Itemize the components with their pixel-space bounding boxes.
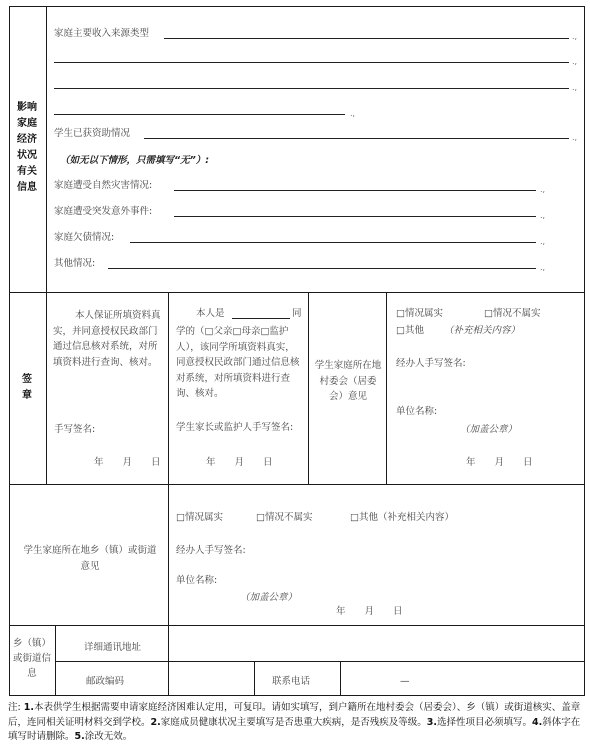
s2-col-divider-1: [168, 292, 169, 485]
s2-side-label: 签章: [22, 374, 32, 401]
village-seal-hint: （加盖公章）: [460, 424, 518, 435]
postcode-label: 邮政编码: [86, 676, 125, 687]
divider-s2-s3: [9, 484, 585, 485]
footnote-num-3: 3.: [426, 716, 437, 728]
disaster-label: 家庭遭受自然灾害情况:: [54, 180, 153, 191]
paragraph-mark: .,: [350, 109, 356, 118]
s4-col-divider-4: [340, 661, 341, 696]
paragraph-mark: .,: [572, 57, 578, 66]
paragraph-mark: .,: [572, 133, 578, 142]
parent-sign-label: 学生家长或监护人手写签名:: [176, 422, 294, 433]
footnote-num-2: 2.: [150, 716, 161, 728]
footnote-num-1: 1.: [23, 702, 34, 713]
paragraph-mark: .,: [540, 237, 546, 246]
student-promise-text: 本人保证所填资料真实，并同意授权民政部门通过信息核对系统，对所填资料进行查询、核对。: [53, 310, 161, 368]
village-opt-other[interactable]: □其他: [396, 325, 424, 336]
township-info-label: 乡（镇）或街道信息: [12, 638, 51, 679]
paragraph-mark: .,: [540, 263, 546, 272]
s3-col-divider: [168, 484, 169, 626]
parent-sign-date: 年 月 日: [206, 457, 273, 468]
township-opt-false[interactable]: □情况不属实: [256, 512, 313, 523]
divider-s3-s4: [9, 625, 585, 626]
accident-field[interactable]: [174, 216, 536, 217]
s2-col-divider-3: [386, 292, 387, 485]
student-name-field[interactable]: [232, 318, 290, 319]
paragraph-mark: .,: [572, 32, 578, 41]
township-opt-other[interactable]: □其他（补充相关内容）: [350, 512, 454, 523]
address-label: 详细通讯地址: [84, 642, 142, 653]
footnote-item-2: 家庭成员健康状况主要填写是否患重大疾病，是否残疾及等级。: [160, 716, 427, 728]
postcode-field[interactable]: [170, 663, 252, 694]
debt-label: 家庭欠债情况:: [54, 232, 115, 243]
paragraph-mark: .,: [540, 211, 546, 220]
accident-label: 家庭遭受突发意外事件:: [54, 206, 153, 217]
outer-border-right: [584, 6, 585, 696]
township-unit-name-label: 单位名称:: [176, 575, 218, 586]
student-sign-label: 手写签名:: [54, 424, 96, 435]
income-source-line-2[interactable]: [54, 62, 569, 63]
aid-label: 学生已获资助情况: [54, 128, 131, 139]
s4-col-divider-3: [254, 661, 255, 696]
village-sign-date: 年 月 日: [466, 457, 533, 468]
village-handler-sign-label: 经办人手写签名:: [396, 358, 466, 369]
footnote-num-5: 5.: [74, 731, 85, 742]
township-handler-sign-label: 经办人手写签名:: [176, 545, 246, 556]
divider-s1-s2: [9, 292, 585, 293]
side-column-divider: [46, 6, 47, 485]
parent-promise-prefix: 本人是: [196, 308, 225, 319]
address-field[interactable]: [170, 628, 582, 660]
township-seal-hint: （加盖公章）: [240, 592, 298, 603]
village-unit-name-label: 单位名称:: [396, 406, 438, 417]
outer-border-left: [9, 6, 10, 696]
income-source-field[interactable]: [164, 38, 569, 39]
outer-border-top: [9, 6, 585, 7]
phone-field[interactable]: [342, 663, 582, 694]
phone-label: 联系电话: [272, 676, 311, 687]
other-field[interactable]: [108, 268, 536, 269]
village-opt-other-hint: （补充相关内容）: [444, 325, 521, 336]
parent-promise-mid: 同: [292, 308, 302, 319]
s4-col-divider-2: [168, 625, 169, 696]
footnote-prefix: 注:: [8, 702, 21, 713]
village-committee-label: 学生家庭所在地村委会（居委会）意见: [314, 360, 382, 402]
paragraph-mark: .,: [572, 83, 578, 92]
aid-field[interactable]: [144, 138, 569, 139]
township-opt-true[interactable]: □情况属实: [176, 512, 223, 523]
divider-s4-rows: [55, 661, 584, 662]
village-opt-false[interactable]: □情况不属实: [484, 308, 541, 319]
village-opt-true[interactable]: □情况属实: [396, 308, 443, 319]
fill-hint: （如无以下情形，只需填写“无”）:: [60, 155, 210, 166]
township-opinion-label: 学生家庭所在地乡（镇）或街道意见: [23, 545, 157, 572]
township-sign-date: 年 月 日: [336, 606, 403, 617]
income-source-line-4[interactable]: [54, 114, 345, 115]
phone-dash: —: [400, 676, 410, 687]
s4-col-divider-1: [55, 625, 56, 696]
footnote-item-4: 斜体字在填写时请删除。: [8, 716, 581, 742]
footnote: [8, 701, 582, 745]
paragraph-mark: .,: [540, 185, 546, 194]
s2-col-divider-2: [308, 292, 309, 485]
income-source-line-3[interactable]: [54, 88, 569, 89]
other-label: 其他情况:: [54, 258, 96, 269]
s1-side-label: 影响家庭经济状况有关信息: [17, 102, 37, 193]
debt-field[interactable]: [130, 242, 536, 243]
parent-promise-text: 学的（□父亲□母亲□监护人），该同学所填资料真实，同意授权民政部门通过信息核对系统，对所填资料进行查询、核对。: [176, 326, 300, 399]
footnote-item-3: 选择性项目必须填写。: [437, 716, 533, 728]
footnote-num-4: 4.: [532, 716, 543, 728]
outer-border-bottom: [9, 695, 585, 696]
footnote-item-1: 本表供学生根据需要申请家庭经济困难认定用，可复印。请如实填写，到户籍所在地村委会（居委会）、乡（镇）或街道核实、盖章后，连同相关证明材料交到学校。: [8, 702, 581, 728]
income-source-label: 家庭主要收入来源类型: [54, 28, 150, 39]
student-sign-date: 年 月 日: [94, 457, 161, 468]
disaster-field[interactable]: [174, 190, 536, 191]
footnote-item-5: 涂改无效。: [84, 731, 133, 742]
